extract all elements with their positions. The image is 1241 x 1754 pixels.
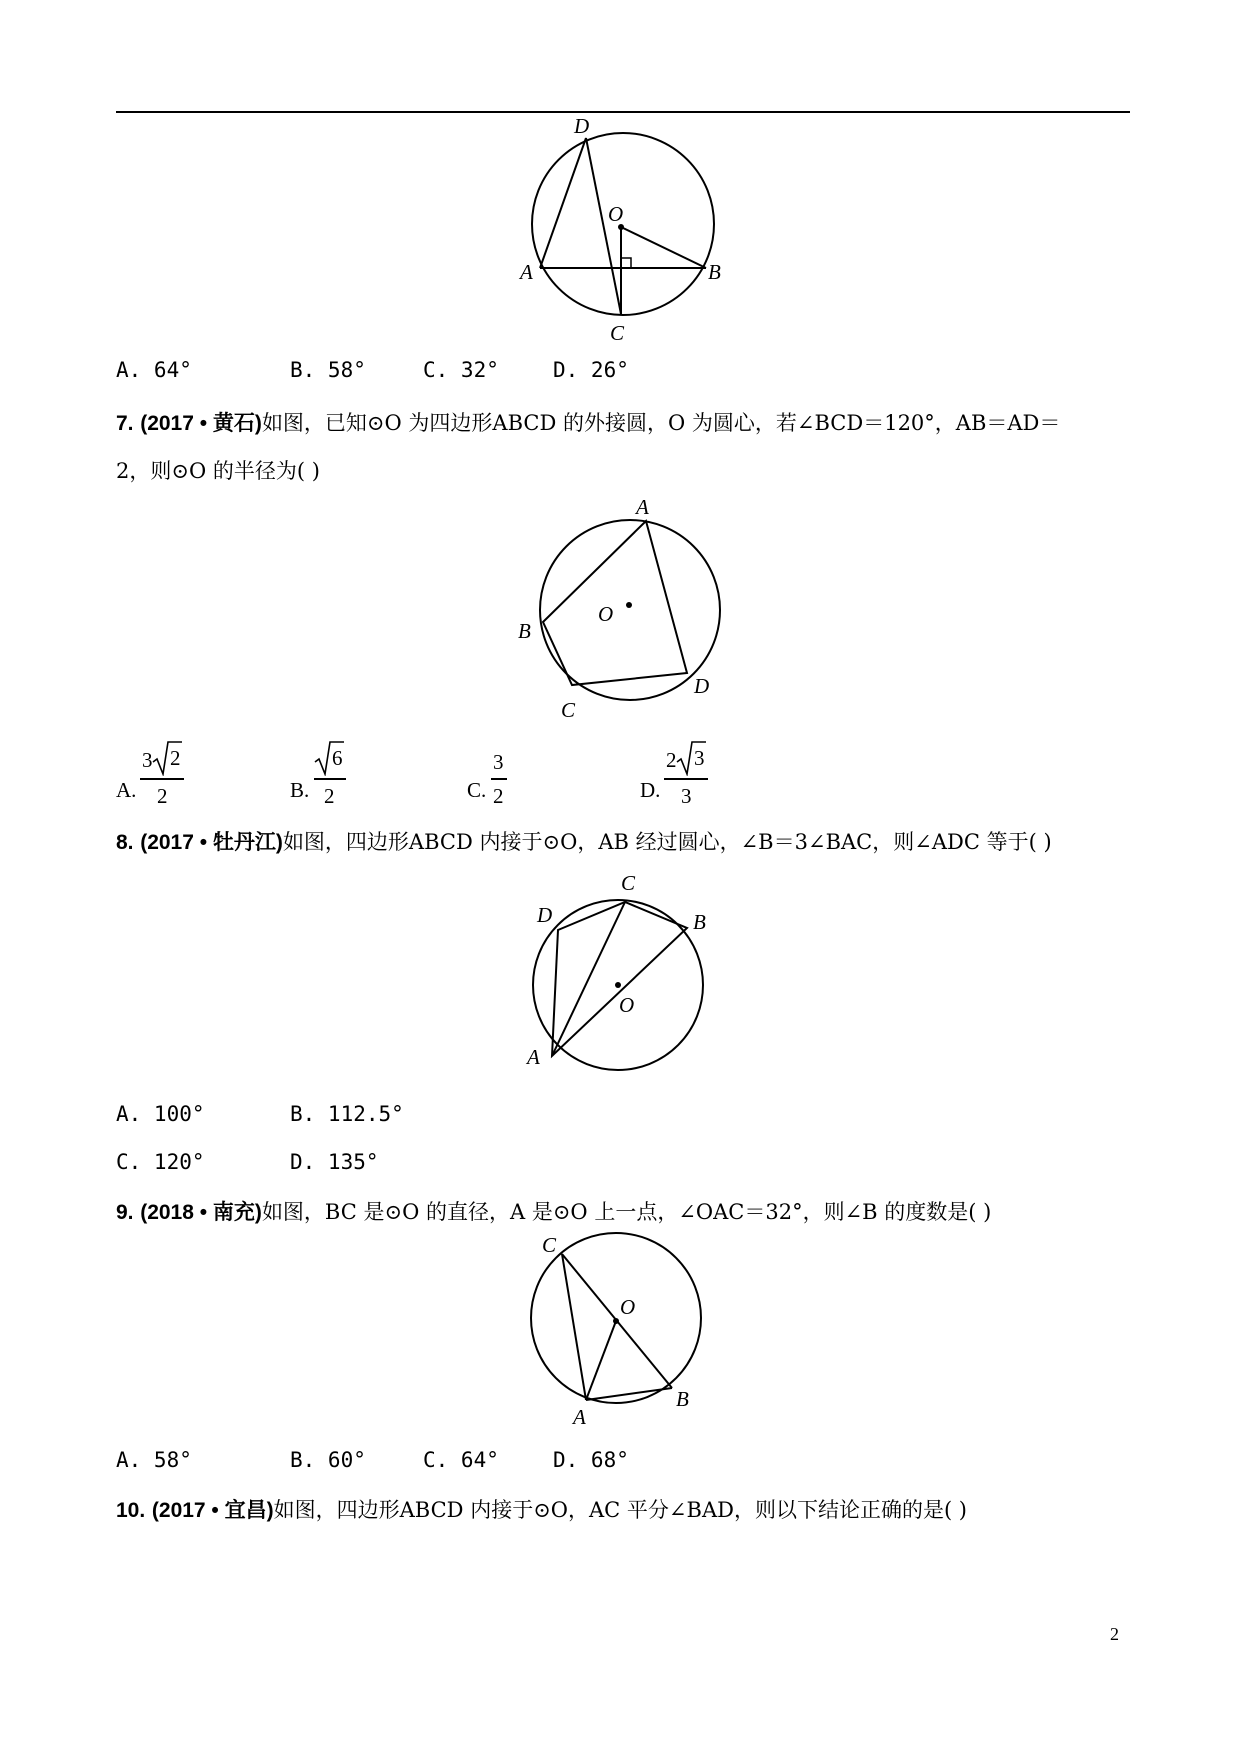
- q10-stem: [116, 1494, 967, 1524]
- q8-text: 如图，四边形ABCD 内接于⊙O，AB 经过圆心，∠B＝3∠BAC，则∠ADC 等于( ): [282, 830, 1052, 854]
- q9-option-c: C. 64°: [423, 1448, 499, 1472]
- q8-label-o: O: [619, 993, 635, 1017]
- fraction-bar: [664, 778, 708, 780]
- q9-center-dot: [613, 1318, 619, 1324]
- q9-text: 如图，BC 是⊙O 的直径，A 是⊙O 上一点，∠OAC＝32°，则∠B 的度数是( ): [261, 1200, 992, 1224]
- q8-figure: [515, 860, 735, 1080]
- q6-label-o: O: [608, 202, 624, 226]
- q7-option-b-rad: 6: [332, 746, 343, 770]
- q8-stem: [116, 826, 1052, 856]
- q7-option-b-den: 2: [324, 784, 335, 808]
- fraction-bar: [140, 778, 184, 780]
- q6-label-b: B: [708, 260, 721, 284]
- q7-option-a-letter: A.: [116, 778, 137, 802]
- q10-source: (2017 • 宜昌): [151, 1499, 274, 1522]
- q6-option-d: D. 26°: [553, 358, 629, 382]
- q7-number: 7.: [116, 412, 134, 435]
- q9-label-b: B: [676, 1387, 689, 1411]
- q9-source: (2018 • 南充): [140, 1201, 262, 1224]
- q7-label-b: B: [518, 619, 531, 643]
- fraction-bar: [314, 778, 346, 780]
- q7-label-o: O: [598, 602, 614, 626]
- q7-label-c: C: [561, 698, 576, 722]
- q9-option-a: A. 58°: [116, 1448, 192, 1472]
- q7-stem-line2: 2，则⊙O 的半径为( ): [116, 459, 320, 483]
- q7-option-c-den: 2: [493, 784, 504, 808]
- q6-figure: [500, 114, 740, 348]
- q7-source: (2017 • 黄石): [140, 412, 262, 435]
- q9-option-b: B. 60°: [290, 1448, 366, 1472]
- q6-option-a: A. 64°: [116, 358, 192, 382]
- q7-label-a: A: [636, 495, 649, 519]
- q7-option-d-den: 3: [681, 784, 692, 808]
- q8-option-c: C. 120°: [116, 1150, 205, 1174]
- q8-source: (2017 • 牡丹江): [140, 831, 283, 854]
- q6-option-c: C. 32°: [423, 358, 499, 382]
- q7-text-line1: 如图，已知⊙O 为四边形ABCD 的外接圆，O 为圆心，若∠BCD＝120°，AB＝AD＝: [261, 411, 1061, 435]
- q7-option-c-letter: C.: [467, 778, 487, 802]
- q10-text: 如图，四边形ABCD 内接于⊙O，AC 平分∠BAD，则以下结论正确的是( ): [273, 1498, 968, 1522]
- q7-option-a-coef: 3: [142, 748, 153, 772]
- q8-label-a: A: [527, 1045, 540, 1069]
- q9-option-d: D. 68°: [553, 1448, 629, 1472]
- q6-label-d: D: [574, 114, 590, 138]
- q7-option-a-rad: 2: [170, 746, 181, 770]
- q6-label-a: A: [520, 260, 533, 284]
- q6-label-c: C: [610, 321, 625, 345]
- q6-option-b: B. 58°: [290, 358, 366, 382]
- q8-number: 8.: [116, 831, 134, 854]
- q9-number: 9.: [116, 1201, 134, 1224]
- q9-stem: [116, 1196, 991, 1226]
- page-number: 2: [1110, 1624, 1119, 1644]
- q9-label-a: A: [573, 1405, 586, 1429]
- q8-option-b: B. 112.5°: [290, 1102, 404, 1126]
- q9-figure: [520, 1230, 740, 1430]
- header-rule: [116, 111, 1130, 113]
- q8-option-d: D. 135°: [290, 1150, 379, 1174]
- q7-option-a-den: 2: [157, 784, 168, 808]
- q8-label-c: C: [621, 871, 636, 895]
- q8-label-d: D: [537, 903, 553, 927]
- q9-label-o: O: [620, 1295, 636, 1319]
- q7-option-d-letter: D.: [640, 778, 661, 802]
- q7-stem-line1: [116, 407, 1060, 437]
- q7-option-c-num: 3: [493, 750, 504, 774]
- q7-option-d-coef: 2: [666, 748, 677, 772]
- q7-center-dot: [626, 602, 632, 608]
- q7-option-b-letter: B.: [290, 778, 310, 802]
- q7-option-d-rad: 3: [694, 746, 705, 770]
- q10-number: 10.: [116, 1499, 146, 1522]
- fraction-bar: [491, 778, 507, 780]
- q7-label-d: D: [694, 674, 710, 698]
- q7-figure: [510, 490, 750, 720]
- q9-label-c: C: [542, 1233, 557, 1257]
- q8-label-b: B: [693, 910, 706, 934]
- q8-center-dot: [615, 982, 621, 988]
- q8-option-a: A. 100°: [116, 1102, 205, 1126]
